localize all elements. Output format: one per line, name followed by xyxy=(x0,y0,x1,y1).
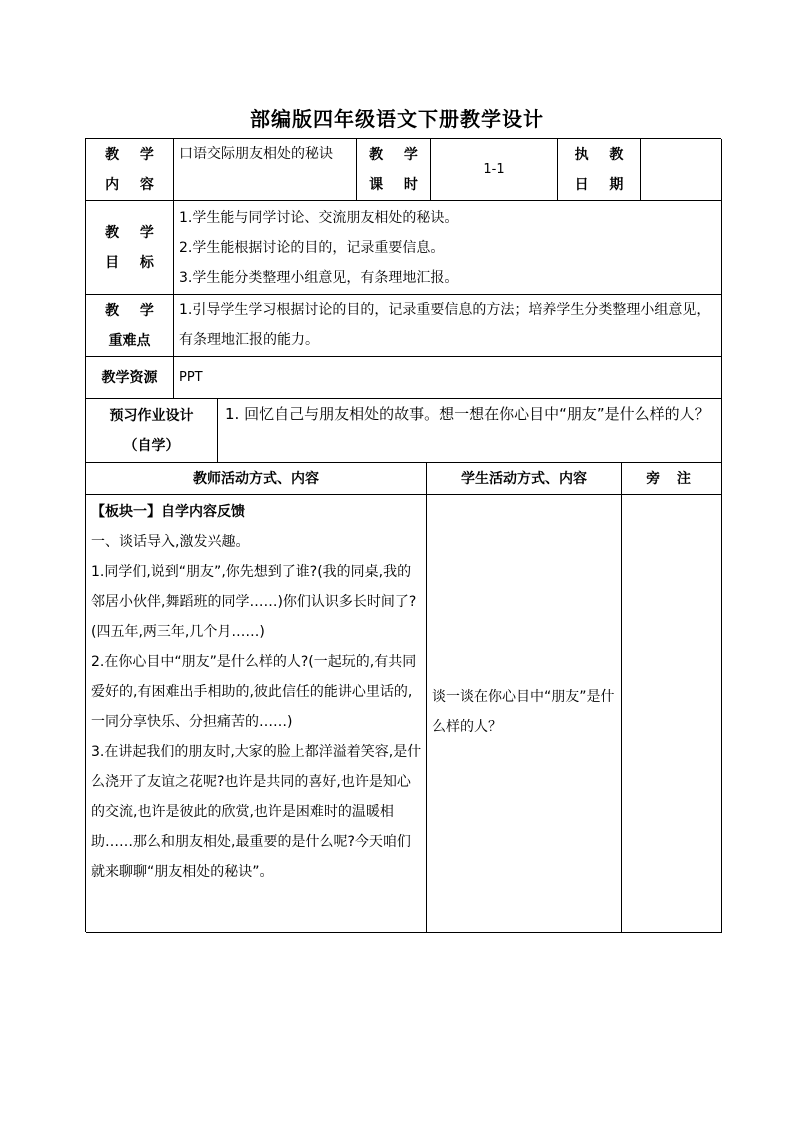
content-value: 口语交际朋友相处的秘诀 xyxy=(179,146,333,162)
resources-label: 教学资源 xyxy=(101,369,158,386)
resources-value: PPT xyxy=(179,369,203,385)
teacher-line: 一、谈话导入,激发兴趣。 xyxy=(91,534,250,550)
preview-value-cell xyxy=(218,399,722,463)
goal-item: 1.学生能与同学讨论、交流朋友相处的秘诀。 xyxy=(179,209,459,226)
teacher-column-label: 教师活动方式、内容 xyxy=(193,470,319,487)
page-title: 部编版四年级语文下册教学设计 xyxy=(250,107,544,131)
content-label-line2: 内 容 xyxy=(105,176,162,193)
difficulties-text: 1.引导学生学习根据讨论的目的，记录重要信息的方法；培养学生分类整理小组意见，有条理地汇报的能力。 xyxy=(179,302,711,348)
hours-label-cell xyxy=(357,139,431,201)
date-label-cell xyxy=(558,139,641,201)
content-value-cell xyxy=(174,139,357,201)
student-column-header xyxy=(427,463,622,495)
notes-column-header xyxy=(622,463,722,495)
difficulties-label-cell xyxy=(86,295,174,357)
hours-value: 1-1 xyxy=(483,161,505,177)
notes-content-cell xyxy=(622,495,722,933)
teacher-line: 2.在你心目中“朋友”是什么样的人?(一起玩的,有共同爱好的,有困难出手相助的,彼此信任的能讲心里话的,一同分享快乐、分担痛苦的……) xyxy=(91,654,417,730)
hours-value-cell xyxy=(431,139,558,201)
content-label-cell xyxy=(86,139,174,201)
goal-item: 2.学生能根据讨论的目的，记录重要信息。 xyxy=(179,239,445,256)
teacher-column-header xyxy=(86,463,427,495)
date-value-cell xyxy=(641,139,722,201)
goal-item: 3.学生能分类整理小组意见，有条理地汇报。 xyxy=(179,269,459,286)
teacher-line: 3.在讲起我们的朋友时,大家的脸上都洋溢着笑容,是什么浇开了友谊之花呢?也许是共同的喜好,也许是知心的交流,也许是彼此的欣赏,也许是困难时的温暖相助……那么和朋友相处,最重要的是什么呢?今天咱们就来聊聊“朋友相处的秘诀”。 xyxy=(91,744,422,880)
goals-label-line1: 教 学 xyxy=(105,224,162,241)
content-label-line1: 教 学 xyxy=(105,146,162,163)
preview-text: 1. 回忆自己与朋友相处的故事。想一想在你心目中“朋友”是什么样的人？ xyxy=(225,405,710,423)
student-column-label: 学生活动方式、内容 xyxy=(461,470,587,487)
student-content-cell xyxy=(427,495,622,933)
hours-label-line1: 教 学 xyxy=(369,146,426,163)
resources-value-cell xyxy=(174,357,722,399)
difficulties-value-cell xyxy=(174,295,722,357)
preview-label-line2: （自学） xyxy=(123,437,180,454)
student-text: 谈一谈在你心目中“朋友”是什么样的人？ xyxy=(432,689,615,735)
hours-label-line2: 课 时 xyxy=(369,176,426,193)
resources-label-cell xyxy=(86,357,174,399)
lesson-plan-table xyxy=(85,138,721,932)
notes-column-label: 旁 注 xyxy=(646,470,697,487)
block-title: 【板块一】自学内容反馈 xyxy=(91,504,245,520)
teacher-line: 1.同学们,说到“朋友”,你先想到了谁?(我的同桌,我的邻居小伙伴,舞蹈班的同学……)你们认识多长时间了?(四五年,两三年,几个月……) xyxy=(91,564,417,640)
preview-label-line1: 预习作业设计 xyxy=(109,407,194,424)
preview-label-cell xyxy=(86,399,218,463)
difficulties-label-line2: 重难点 xyxy=(108,332,151,349)
goals-value-cell xyxy=(174,201,722,295)
date-label-line2: 日 期 xyxy=(574,176,632,193)
goals-label-cell xyxy=(86,201,174,295)
teacher-content-cell xyxy=(86,495,427,933)
goals-label-line2: 目 标 xyxy=(105,254,162,271)
difficulties-label-line1: 教 学 xyxy=(105,302,162,319)
date-label-line1: 执 教 xyxy=(574,146,632,163)
